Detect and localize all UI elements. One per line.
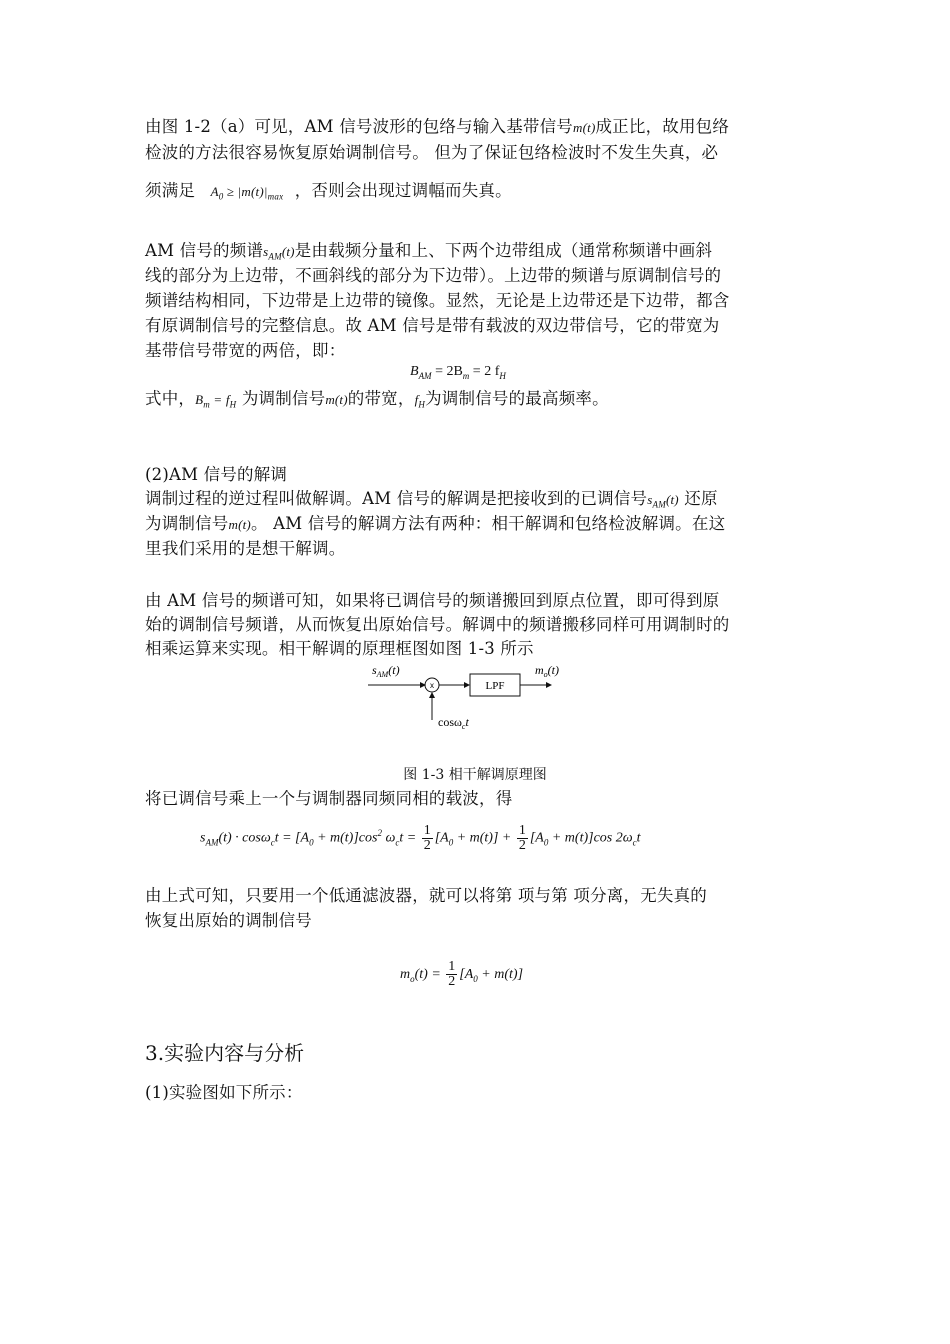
text: 由图 1-2（a）可见，AM 信号波形的包络与输入基带信号 — [145, 117, 574, 136]
section-heading: 3.实验内容与分析 — [145, 1041, 305, 1065]
output-arrow — [546, 682, 552, 688]
carrier-arrow — [429, 692, 435, 698]
para6-line1: 由上式可知，只要用一个低通滤波器，就可以将第 项与第 项分离，无失真的 — [145, 886, 707, 905]
para3-line1 — [145, 488, 807, 516]
lpf-label: LPF — [485, 680, 505, 692]
para2-line2: 线的部分为上边带，不画斜线的部分为下边带）。上边带的频谱与原调制信号的 — [145, 266, 722, 285]
text: 还原 — [684, 489, 718, 508]
text: 须满足 — [145, 181, 196, 200]
para4-line3: 相乘运算来实现。相干解调的原理框图如图 1-3 所示 — [145, 639, 534, 658]
para2-line4: 有原调制信号的完整信息。故 AM 信号是带有载波的双边带信号，它的带宽为 — [145, 316, 720, 335]
formula-m-t: m(t) — [228, 517, 251, 532]
text: 为调制信号 — [241, 389, 326, 408]
formula-output: $m_o(t)$ = $\frac{1}{2}$ $[A_0 + m(t)]$ — [400, 959, 524, 990]
text: 为调制信号 — [145, 514, 229, 533]
formula-s-am: $s_{AM}(t)$ — [263, 244, 295, 262]
para4-line2: 始的调制信号频谱，从而恢复出原始信号。解调中的频谱搬移同样可用调制时的 — [145, 615, 730, 634]
text: AM 信号的频谱 — [145, 241, 264, 260]
figure-caption: 图 1-3 相干解调原理图 — [403, 767, 547, 783]
formula-product: $s_{AM}(t) \cdot \cos\omega_ct = [A_0 + m(t)]\cos^2$ $\omega_ct$ = $\frac{1}{2}$ $[A_0 + m(t)]$ + $\frac{1}{2}$ $[A_0 + m(t)]\cos$ $2\omega_ct$ — [200, 822, 641, 853]
para3-title: (2)AM 信号的解调 — [145, 465, 288, 484]
formula-m-t: m(t) — [573, 120, 596, 135]
text: 的带宽， — [347, 389, 415, 408]
text: 成正比，故用包络 — [595, 117, 730, 136]
text: 是由载频分量和上、下两个边带组成（通常称频谱中画斜 — [294, 241, 713, 260]
para4-line1: 由 AM 信号的频谱可知，如果将已调信号的频谱搬回到原点位置，即可得到原 — [145, 591, 720, 610]
multiplier-label: x — [430, 681, 434, 690]
formula-bm: $B_m = f_H$ — [195, 392, 237, 410]
coherent-demod-diagram — [360, 660, 590, 740]
para1-line3 — [145, 180, 807, 208]
text: 式中， — [145, 389, 196, 408]
text: ，否则会出现过调幅而失真。 — [294, 181, 512, 200]
para2-line1 — [145, 240, 807, 268]
para2-line5: 基带信号带宽的两倍，即： — [145, 341, 346, 360]
para2-line3: 频谱结构相同，下边带是上边带的镜像。显然，无论是上边带还是下边带，都含 — [145, 291, 730, 310]
text: 为调制信号的最高频率。 — [425, 389, 609, 408]
para3-line2 — [145, 513, 807, 536]
para3-line3: 里我们采用的是想干解调。 — [145, 539, 346, 558]
para1-line2: 检波的方法很容易恢复原始调制信号。 但为了保证包络检波时不发生失真，必 — [145, 143, 719, 162]
para6-line2: 恢复出原始的调制信号 — [145, 911, 312, 930]
section-item1: (1)实验图如下所示： — [145, 1083, 303, 1102]
text: 。 AM 信号的解调方法有两种：相干解调和包络检波解调。在这 — [250, 514, 726, 533]
mid-arrow — [464, 682, 470, 688]
formula-condition: $A_0 \ge |m(t)|_{max}$ — [210, 184, 284, 202]
formula-m-t: m(t) — [325, 392, 348, 407]
diagram-carrier-label: cosω$_c$t — [438, 715, 469, 731]
diagram-output-label: $m_o(t)$ — [535, 663, 559, 679]
para1-line1 — [145, 116, 807, 139]
formula-s-am: $s_{AM}(t)$ — [647, 492, 679, 510]
para2-line6 — [145, 388, 807, 416]
formula-fh: $f_H$ — [414, 392, 426, 410]
formula-bandwidth: $B_{AM} = 2B_m = 2$ $f_H$ — [410, 364, 506, 381]
text: 调制过程的逆过程叫做解调。AM 信号的解调是把接收到的已调信号 — [145, 489, 648, 508]
para5-line1: 将已调信号乘上一个与调制器同频同相的载波，得 — [145, 789, 513, 808]
diagram-input-label: $s_{AM}(t)$ — [372, 663, 400, 679]
